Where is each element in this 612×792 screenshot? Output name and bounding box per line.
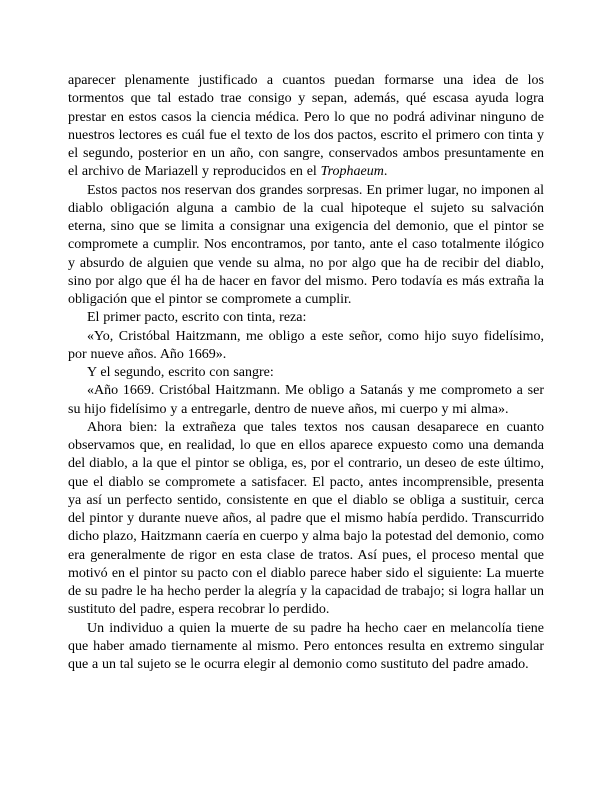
paragraph-pacts-surprises: Estos pactos nos reservan dos grandes sorpresas. En primer lugar, no imponen al diablo obligación alguna a cambio de la cual hipoteque el sujeto su salvación eterna, sino que se limita a consignar una exigencia del demonio, que el pintor se compromete a cumplir. Nos encontramos, por tanto, ante el caso totalmente ilógico y absurdo de alguien que vende su alma, no por algo que ha de recibir del diablo, sino por algo que él ha de hacer en favor del mismo. Pero todavía es más extraña la obligación que el pintor se compromete a cumplir. bbox=[68, 182, 544, 307]
paragraph-continuation-period: . bbox=[383, 164, 388, 180]
paragraph-second-pact-quote: «Año 1669. Cristóbal Haitzmann. Me obligo a Satanás y me comprometo a ser su hijo fidelísimo y a entregarle, dentro de nueve años, mi cuerpo y mi alma». bbox=[68, 383, 544, 417]
paragraph-continuation-text: aparecer plenamente justificado a cuantos puedan formarse una idea de los tormentos que tal estado trae consigo y sepan, además, qué escasa ayuda logra prestar en estos casos la ciencia médica. Pero lo que no podrá adivinar ninguno de nuestros lectores es cuál fue el texto de los dos pactos, escrito el primero con tinta y el segundo, posterior en un año, con sangre, conservados ambos presuntamente en el archivo de Mariazell y reproducidos en el bbox=[68, 73, 544, 180]
text-block bbox=[68, 72, 544, 674]
paragraph-first-pact-quote: «Yo, Cristóbal Haitzmann, me obligo a este señor, como hijo suyo fidelísimo, por nueve años. Año 1669». bbox=[68, 328, 544, 362]
paragraph-analysis: Ahora bien: la extrañeza que tales textos nos causan desaparece en cuanto observamos que, en realidad, lo que en ellos aparece expuesto como una demanda del diablo, a la que el pintor se obliga, es, por el contrario, un deseo de este último, que el diablo se compromete a satisfacer. El pacto, antes incomprensible, presenta ya así un perfecto sentido, consistente en que el diablo se obliga a sustituir, cerca del pintor y durante nueve años, al padre que el mismo había perdido. Transcurrido dicho plazo, Haitzmann caería en cuerpo y alma bajo la potestad del demonio, como era generalmente de rigor en esta clase de tratos. Así pues, el proceso mental que motivó en el pintor su pacto con el diablo parece haber sido el siguiente: La muerte de su padre le ha hecho perder la alegría y la capacidad de trabajo; si logra hallar un sustituto del padre, espera recobrar lo perdido. bbox=[68, 419, 544, 618]
italic-term-trophaeum: Trophaeum bbox=[320, 164, 384, 180]
paragraph-second-pact-intro: Y el segundo, escrito con sangre: bbox=[87, 365, 274, 380]
paragraph-continuation bbox=[68, 72, 544, 182]
paragraph-melancholia: Un individuo a quien la muerte de su padre ha hecho caer en melancolía tiene que haber amado tiernamente al mismo. Pero entonces resulta en extremo singular que a un tal sujeto se le ocurra elegir al demonio como sustituto del padre amado. bbox=[68, 620, 544, 672]
paragraph-first-pact-intro: El primer pacto, escrito con tinta, reza: bbox=[87, 310, 307, 326]
